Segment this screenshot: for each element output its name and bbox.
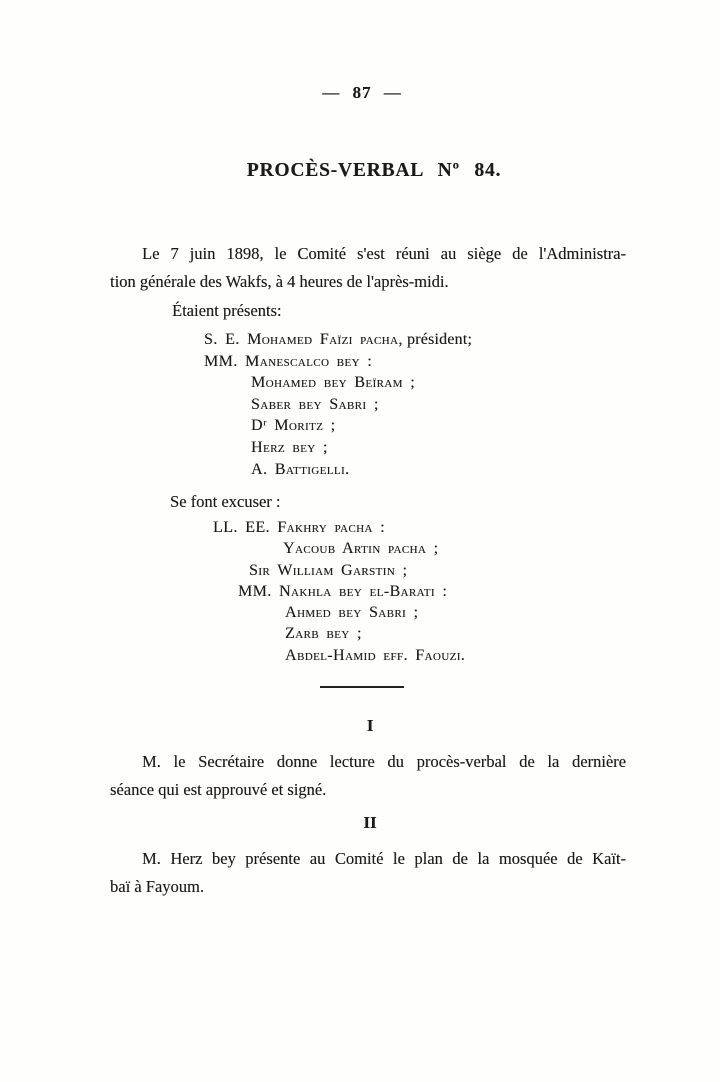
list-item: Mohamed bey Beïram ; bbox=[251, 374, 416, 392]
list-item: Sir William Garstin ; bbox=[249, 561, 408, 579]
list-item: A. Battigelli. bbox=[251, 460, 350, 478]
list-item: Zarb bey ; bbox=[285, 625, 362, 643]
list-item: Dʳ Moritz ; bbox=[251, 417, 336, 435]
section-1-numeral: I bbox=[366, 716, 374, 735]
excused-list bbox=[0, 517, 720, 666]
paragraph-line: M. Herz bey présente au Comité le plan de la mosquée de Kaït- bbox=[142, 849, 626, 868]
attendee-role: président; bbox=[402, 331, 473, 348]
list-item: Saber bey Sabri ; bbox=[251, 395, 379, 413]
list-item: MM. Manescalco bey : bbox=[204, 352, 373, 370]
section-divider bbox=[320, 686, 404, 688]
list-item: LL. EE. Fakhry pacha : bbox=[213, 519, 386, 536]
intro-paragraph bbox=[110, 240, 626, 296]
section-1-paragraph bbox=[110, 748, 626, 804]
present-list bbox=[0, 329, 720, 480]
section-2-numeral: II bbox=[363, 813, 377, 832]
list-item: MM. Nakhla bey el-Barati : bbox=[238, 582, 448, 600]
list-item: Yacoub Artin pacha ; bbox=[283, 540, 439, 558]
paragraph-line: Le 7 juin 1898, le Comité s'est réuni au siège de l'Administra- bbox=[142, 244, 626, 263]
list-item: Ahmed bey Sabri ; bbox=[285, 604, 419, 622]
list-item-president bbox=[204, 329, 720, 351]
paragraph-line: M. le Secrétaire donne lecture du procès-verbal de la dernière bbox=[142, 752, 626, 771]
document-title: PROCÈS-VERBAL Nº 84. bbox=[246, 160, 502, 181]
excused-heading: Se font excuser : bbox=[170, 492, 281, 511]
page-number: — 87 — bbox=[322, 83, 402, 102]
present-heading: Étaient présents: bbox=[172, 301, 282, 320]
paragraph-line: tion générale des Wakfs, à 4 heures de l'après-midi. bbox=[110, 272, 449, 291]
paragraph-line: baï à Fayoum. bbox=[110, 877, 204, 896]
list-item: Herz bey ; bbox=[251, 438, 328, 456]
section-2-paragraph bbox=[110, 845, 626, 901]
attendee-name: S. E. Mohamed Faïzi pacha, bbox=[204, 331, 403, 348]
paragraph-line: séance qui est approuvé et signé. bbox=[110, 780, 327, 799]
list-item: Abdel-Hamid eff. Faouzi. bbox=[285, 646, 466, 664]
